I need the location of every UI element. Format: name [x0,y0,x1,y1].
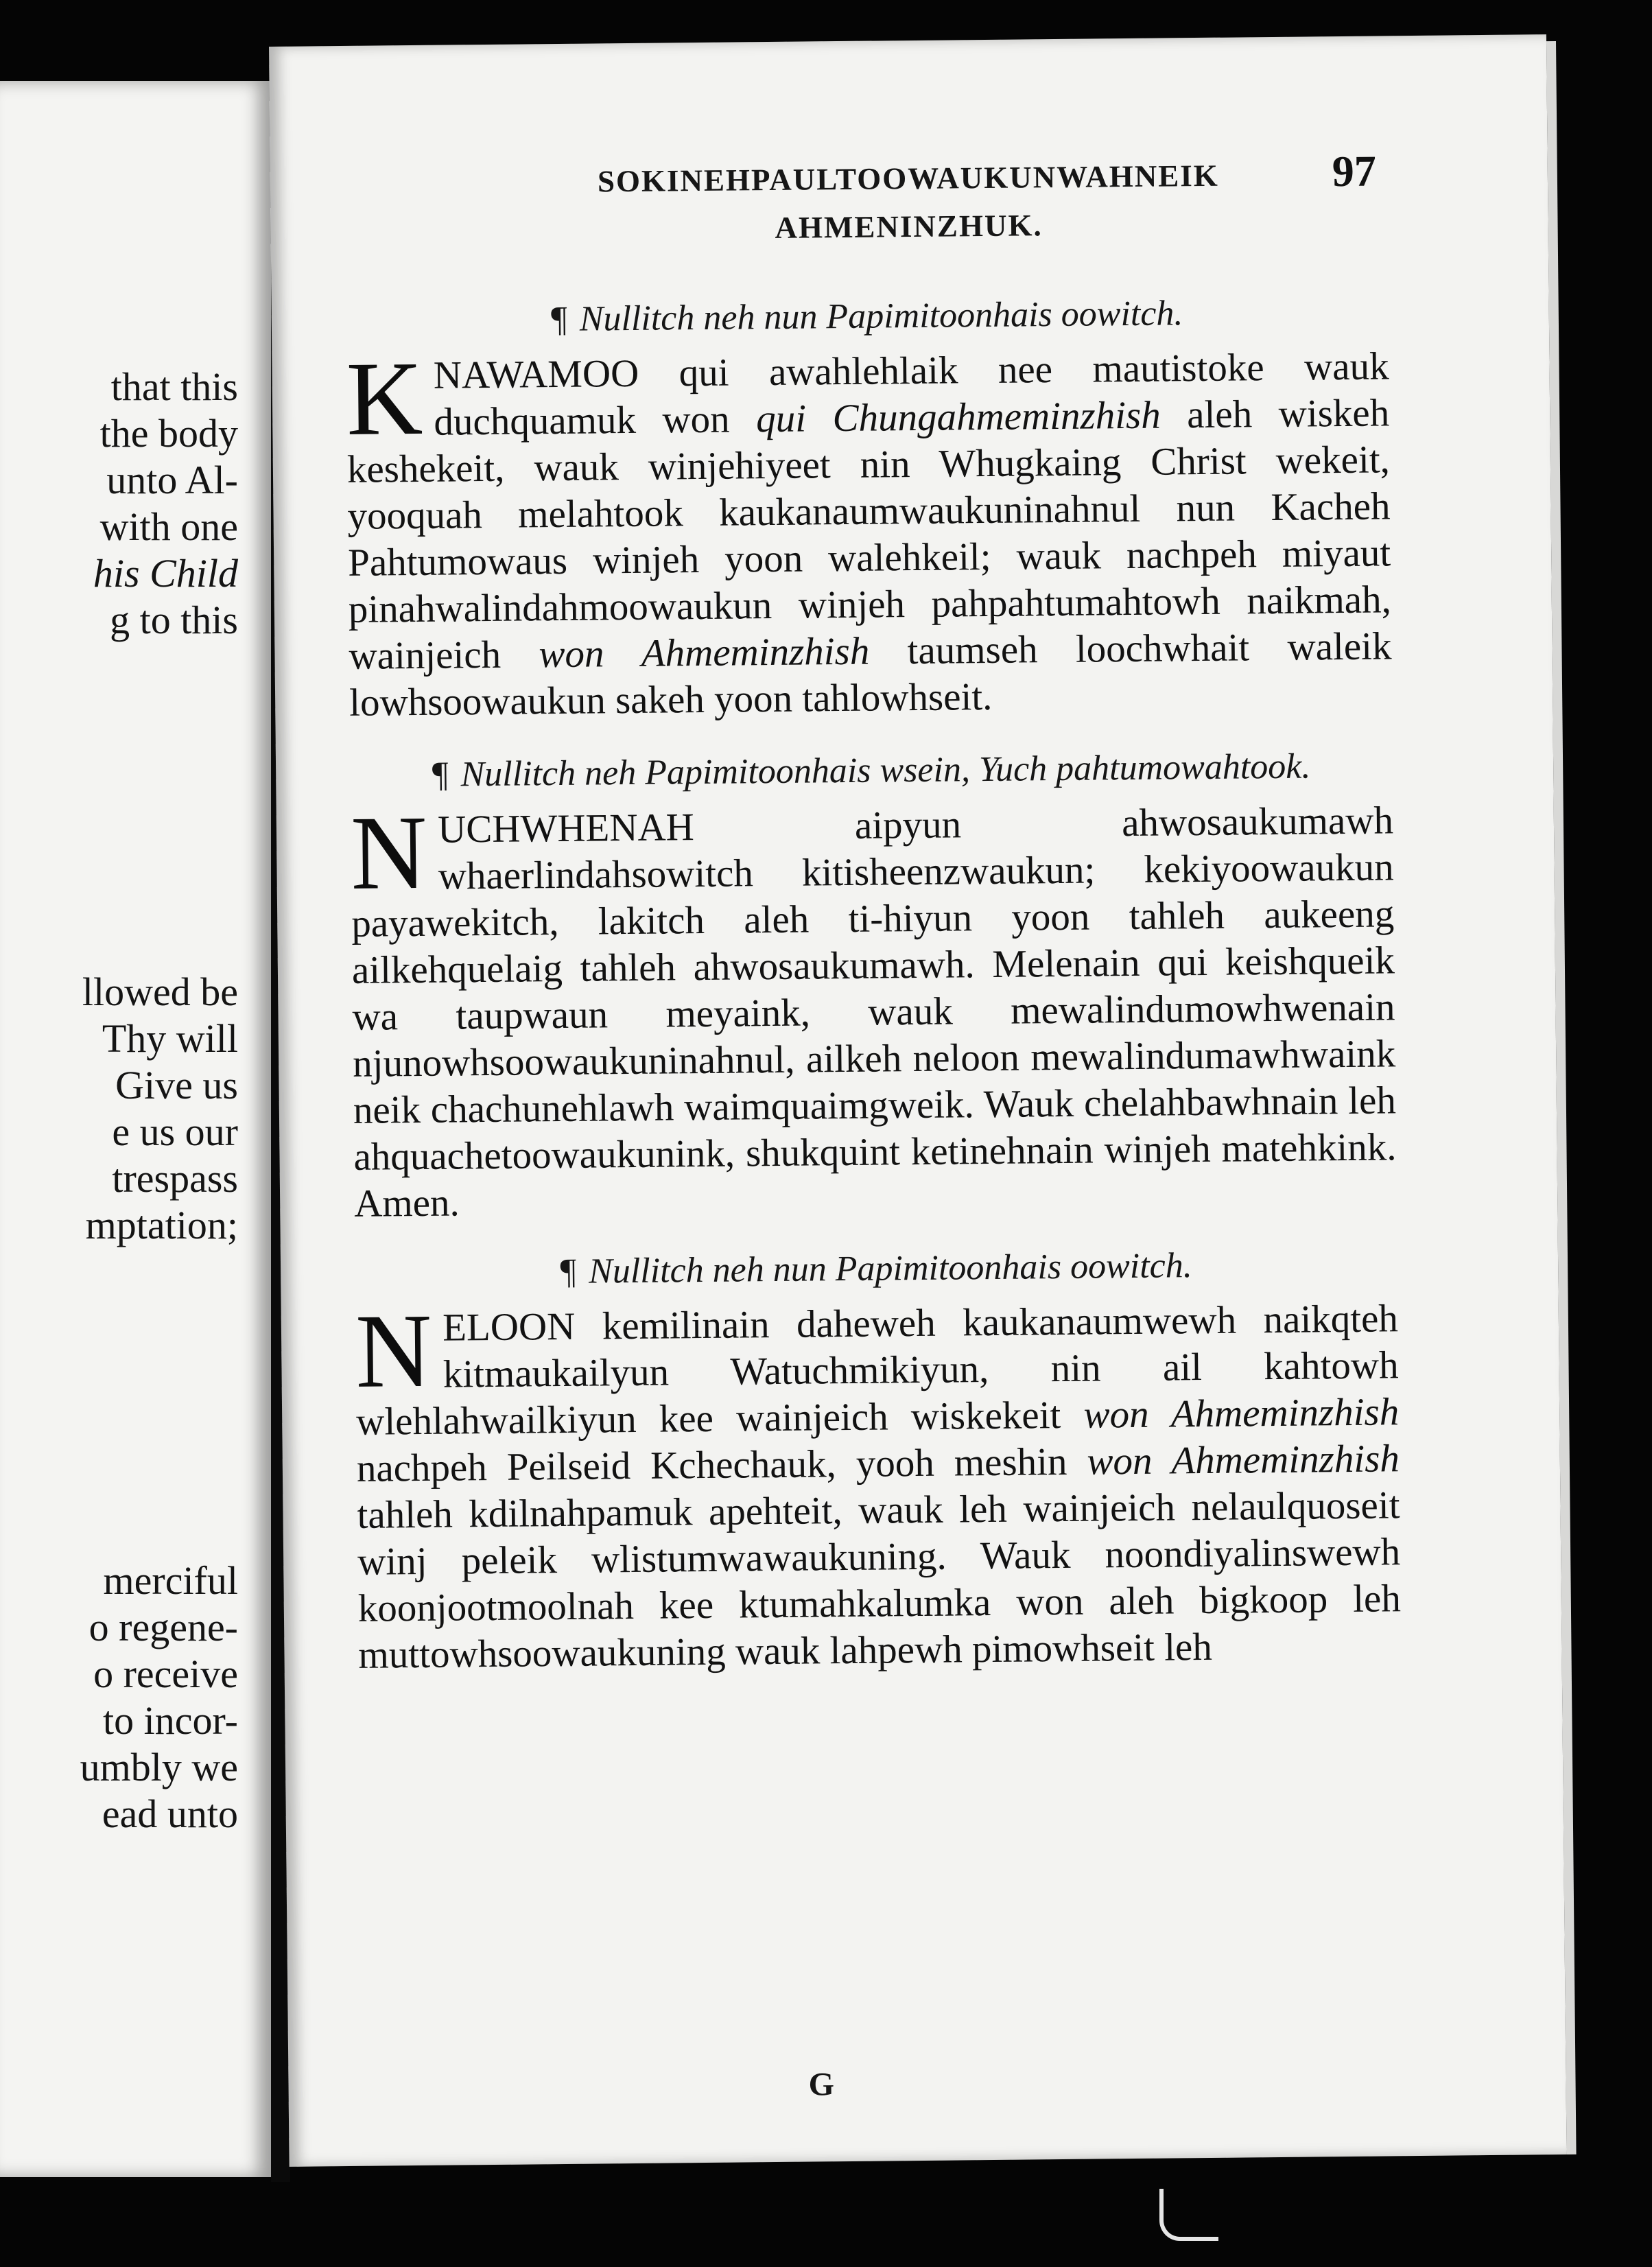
lords-prayer-paragraph [350,794,1397,1228]
collect-paragraph-3 [355,1292,1402,1679]
paragraph-text: tahleh kdilnahpamuk apehteit, wauk leh wainjeich nelaulquoseit winj peleik wlistumwawaukuning. Wauk noondiyalinswewh koonjootmoolnah kee ktumahkalumka won aleh bigkoop leh muttowhsoowaukuning wauk lahpewh pimowhseit leh [357,1483,1402,1677]
left-page-line: to incor- [103,1698,238,1743]
left-page-line: mptation; [85,1203,238,1247]
left-page-line: Thy will [102,1016,238,1061]
left-page-line: merciful [103,1558,238,1603]
rubric-text: Nullitch neh nun Papimitoonhais oowitch. [588,1246,1192,1291]
running-head-line-2: AHMENINZHUK. [775,208,1043,245]
left-page-line: with one [99,504,238,549]
left-page-line: unto Al- [106,458,238,502]
previous-page-fragment [0,81,271,2177]
left-page-line: o regene- [88,1605,238,1649]
paragraph-text: NAWAMOO qui awahlehlaik nee mautistoke wauk duchquamuk won [433,344,1389,444]
left-page-line: umbly we [80,1745,238,1789]
page-body [346,290,1402,1703]
collect-paragraph-1 [346,340,1392,727]
italic-phrase: won Ahmeminzhish [539,629,870,677]
left-page-line: e us our [112,1109,238,1154]
italic-phrase: won Ahmeminzhish [1087,1437,1400,1483]
scan-artifact [1159,2189,1218,2241]
pilcrow-mark: ¶ [550,299,568,340]
rubric-3 [355,1242,1398,1296]
page-edge [1546,41,1577,2154]
pilcrow-mark: ¶ [432,755,449,795]
paragraph-text: nachpeh Peilseid Kchechauk, yooh meshin [356,1440,1087,1490]
left-page-line: llowed be [82,970,238,1014]
signature-mark: G [808,2066,835,2103]
left-page-line: trespass [112,1156,238,1201]
rubric-1 [346,290,1389,344]
running-head-line-1: SOKINEHPAULTOOWAUKUNWAHNEIK [597,158,1220,199]
rubric-2 [350,744,1393,798]
left-page-line: ead unto [102,1792,238,1836]
paragraph-text: UCHWHENAH aipyun ahwosaukumawh whaerlindahsowitch kitisheenzwaukun; kekiyoowaukun payawekitch, lakitch aleh ti-hiyun yoon tahleh aukeeng ailkehquelaig tahleh ahwosaukumawh. Melenain qui keishqueik wa taupwaun meyaink, wauk mewalindumowhwenain njunowhsoowaukuninahnul, ailkeh neloon mewalindumawhwaink neik chachunehlawh waimquaimgweik. Wauk chelahbawhnain leh ahquachetoowaukunink, shukquint ketinehnain winjeh matehkink. Amen. [351,799,1397,1225]
left-page-line: o receive [93,1652,238,1696]
drop-capital: N [350,794,428,912]
paragraph-text: aleh wiskeh keshekeit, wauk winjehiyeet nin Whugkaing Christ wekeit, yooquah melahtook kaukanaumwaukuninahnul nun Kacheh Pahtumowaus winjeh yoon walehkeil; wauk nachpeh miyaut pinahwalindahmoowaukun winjeh pahpahtumahtowh naikmah, wainjeich [346,391,1392,678]
running-head [497,150,1321,255]
italic-phrase: qui Chungahmeminzhish [755,393,1161,441]
rubric-text: Nullitch neh Papimitoonhais wsein, Yuch pahtumowahtook. [460,747,1311,795]
left-page-line: that this [110,364,238,409]
paragraph-text: ELOON kemilinain daheweh kaukanaumwewh naikqteh kitmaukailyun Watuchmikiyun, nin ail kahtowh wlehlahwailkiyun kee wainjeich wiskekeit [355,1297,1399,1444]
page-number: 97 [1332,146,1377,196]
pilcrow-mark: ¶ [560,1252,577,1292]
rubric-text: Nullitch neh nun Papimitoonhais oowitch. [579,294,1183,339]
drop-capital: N [355,1292,433,1410]
italic-phrase: won Ahmeminzhish [1083,1390,1400,1437]
left-page-line: g to this [110,598,238,642]
left-page-line: Give us [115,1063,238,1107]
left-page-line: his Child [93,551,238,596]
page-97 [269,34,1567,2167]
drop-capital: K [346,340,423,458]
left-page-line: the body [99,411,238,456]
paragraph-text: taumseh loochwhait waleik lowhsoowaukun sakeh yoon tahlowhseit. [349,624,1392,725]
